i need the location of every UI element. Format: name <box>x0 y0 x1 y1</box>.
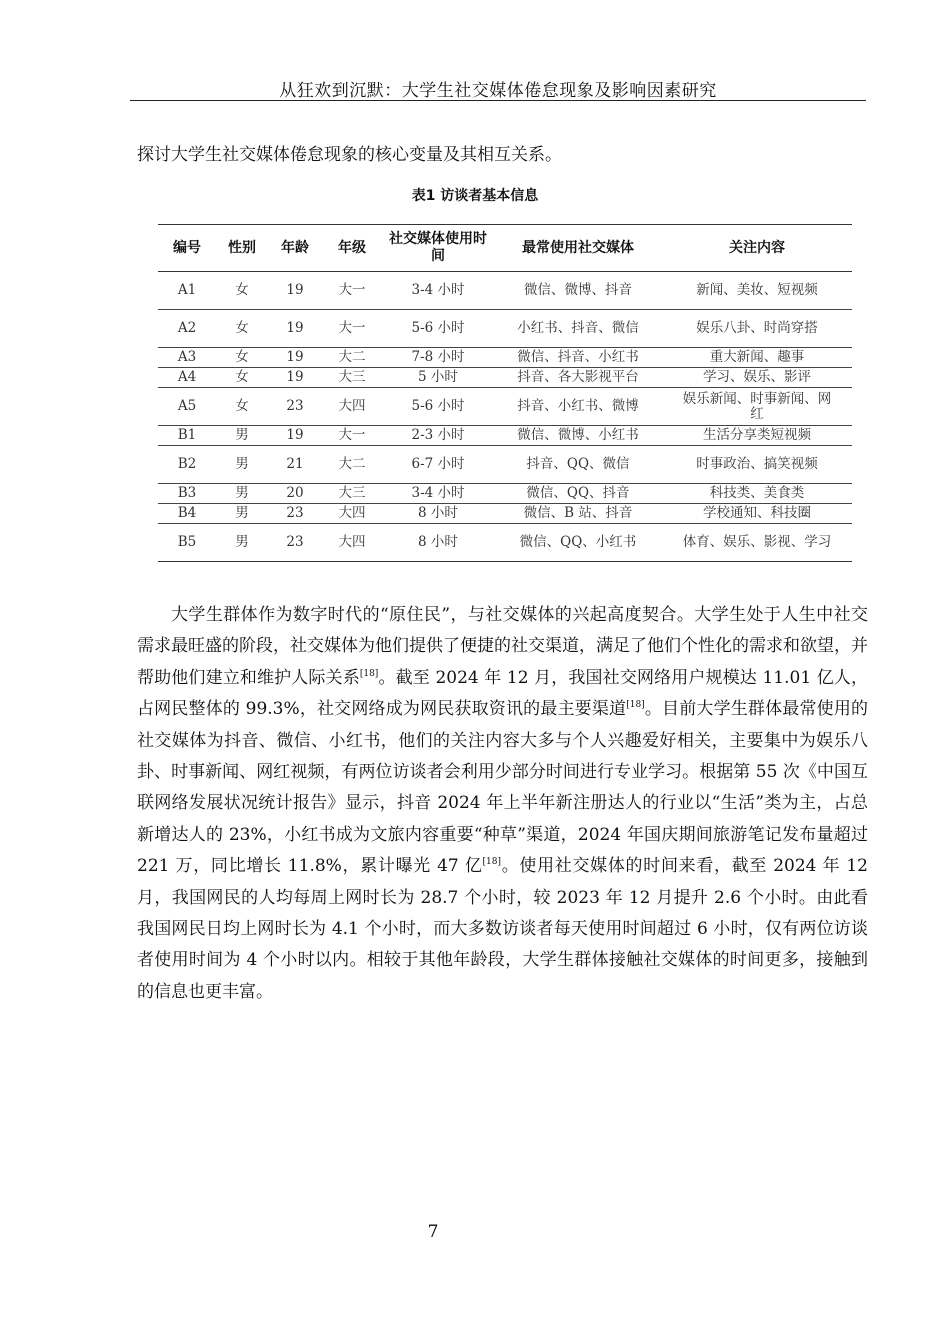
cell-usage-time: 2-3 小时 <box>411 427 465 443</box>
cell-interests: 娱乐八卦、时尚穿搭 <box>696 320 818 336</box>
cell-age: 23 <box>286 505 304 521</box>
cell-media: 微信、抖音、小红书 <box>517 349 639 365</box>
cell-id: A3 <box>177 349 197 365</box>
cell-gender: 女 <box>235 282 249 298</box>
table-caption: 表1 访谈者基本信息 <box>411 188 539 204</box>
cell-grade: 大二 <box>338 456 366 472</box>
interviewee-info-table <box>158 224 852 562</box>
column-header-usage-time-label: 社交媒体使用时间 <box>389 231 487 264</box>
cell-usage-time: 3-4 小时 <box>411 282 465 298</box>
cell-media: 抖音、QQ、微信 <box>526 456 630 472</box>
paragraph-text: 大学生群体作为数字时代的“原住民”，与社交媒体的兴起高度契合。大学生处于人生中社交需求最旺盛的阶段，社交媒体为他们提供了便捷的社交渠道，满足了他们个性化的需求和欲望，并帮助他们建立和维护人际关系 <box>137 605 868 688</box>
cell-id: A4 <box>177 369 197 385</box>
table-row <box>158 310 852 348</box>
cell-usage-time: 5-6 小时 <box>411 398 465 414</box>
cell-grade: 大三 <box>338 485 366 501</box>
cell-interests: 学习、娱乐、影评 <box>703 369 811 385</box>
cell-interests: 生活分享类短视频 <box>703 427 811 443</box>
citation-ref: [18] <box>359 668 379 679</box>
cell-grade: 大一 <box>338 320 366 336</box>
cell-usage-time: 7-8 小时 <box>411 349 465 365</box>
cell-grade: 大一 <box>338 427 366 443</box>
cell-usage-time: 3-4 小时 <box>411 485 465 501</box>
cell-media: 微信、B 站、抖音 <box>523 505 633 521</box>
table-row <box>158 368 852 388</box>
cell-usage-time: 5-6 小时 <box>411 320 465 336</box>
cell-interests: 新闻、美妆、短视频 <box>696 282 818 298</box>
paragraph-text: 。目前大学生群体最常使用的社交媒体为抖音、微信、小红书，他们的关注内容大多与个人兴趣爱好相关，主要集中为娱乐八卦、时事新闻、网红视频，有两位访谈者会利用少部分时间进行专业学习。根据第 55 次《中国互联网络发展状况统计报告》显示，抖音 2024 年上半年新注册达人的行业以“生活”类为主，占总新增达人的 23%，小红书成为文旅内容重要“种草”渠道，2024 年国庆期间旅游笔记发布量超过 221 万，同比增长 11.8%，累计曝光 47 亿 <box>137 699 868 877</box>
cell-age: 19 <box>286 282 304 298</box>
cell-interests: 体育、娱乐、影视、学习 <box>682 534 832 550</box>
cell-age: 19 <box>286 427 304 443</box>
cell-grade: 大一 <box>338 282 366 298</box>
cell-grade: 大二 <box>338 349 366 365</box>
column-header-id: 编号 <box>173 239 201 256</box>
table-row <box>158 504 852 524</box>
cell-gender: 男 <box>235 456 249 472</box>
header-rule <box>130 100 866 101</box>
cell-gender: 男 <box>235 505 249 521</box>
column-header-gender: 性别 <box>228 239 256 256</box>
paragraph-text: 。截至 2024 年 12 月，我国社交网络用户规模达 11.01 亿人，占网民整体的 99.3%，社交网络成为网民获取资讯的最主要渠道 <box>137 667 868 720</box>
table-row <box>158 484 852 504</box>
citation-ref: [18] <box>482 857 501 868</box>
cell-age: 23 <box>286 398 304 414</box>
cell-media: 抖音、小红书、微博 <box>517 398 639 414</box>
cell-gender: 女 <box>235 349 249 365</box>
cell-gender: 女 <box>235 320 249 336</box>
paragraph-1 <box>137 600 868 1008</box>
cell-usage-time: 6-7 小时 <box>411 456 465 472</box>
cell-grade: 大四 <box>338 505 366 521</box>
cell-usage-time: 5 小时 <box>418 369 458 385</box>
cell-id: B5 <box>177 534 197 550</box>
cell-gender: 男 <box>235 534 249 550</box>
cell-usage-time: 8 小时 <box>418 505 458 521</box>
cell-media: 小红书、抖音、微信 <box>517 320 639 336</box>
table-row <box>158 426 852 446</box>
cell-id: A2 <box>177 320 197 336</box>
cell-age: 23 <box>286 534 304 550</box>
cell-age: 19 <box>286 369 304 385</box>
cell-id: B4 <box>177 505 197 521</box>
cell-age: 20 <box>286 485 304 501</box>
table-row <box>158 524 852 562</box>
cell-media: 微信、QQ、小红书 <box>519 534 637 550</box>
cell-id: A1 <box>177 282 197 298</box>
cell-gender: 女 <box>235 398 249 414</box>
column-header-grade: 年级 <box>338 239 366 256</box>
column-header-age: 年龄 <box>281 239 309 256</box>
column-header-media: 最常使用社交媒体 <box>522 239 634 256</box>
cell-age: 21 <box>286 456 304 472</box>
column-header-usage-time <box>382 225 494 272</box>
cell-id: B3 <box>177 485 197 501</box>
cell-media: 微信、微博、小红书 <box>517 427 639 443</box>
column-header-interests: 关注内容 <box>729 239 785 256</box>
cell-gender: 男 <box>235 485 249 501</box>
cell-id: B2 <box>177 456 197 472</box>
cell-interests: 学校通知、科技圈 <box>703 505 811 521</box>
cell-interests: 时事政治、搞笑视频 <box>696 456 818 472</box>
cell-interests: 重大新闻、趣事 <box>709 349 805 365</box>
cell-grade: 大四 <box>338 398 366 414</box>
running-header-title: 从狂欢到沉默：大学生社交媒体倦怠现象及影响因素研究 <box>279 81 717 101</box>
cell-grade: 大四 <box>338 534 366 550</box>
citation-ref: [18] <box>626 700 645 711</box>
cell-interests: 娱乐新闻、时事新闻、网红 <box>682 390 832 422</box>
table-row <box>158 272 852 310</box>
page-number: 7 <box>427 1222 439 1242</box>
cell-grade: 大三 <box>338 369 366 385</box>
body-paragraph <box>137 600 868 1008</box>
cell-usage-time: 8 小时 <box>418 534 458 550</box>
cell-age: 19 <box>286 320 304 336</box>
table-header-row <box>158 225 852 272</box>
table-row <box>158 388 852 426</box>
table-row <box>158 348 852 368</box>
cell-age: 19 <box>286 349 304 365</box>
lead-paragraph-line: 探讨大学生社交媒体倦怠现象的核心变量及其相互关系。 <box>137 145 562 165</box>
cell-media: 微信、QQ、抖音 <box>526 485 630 501</box>
cell-media: 抖音、各大影视平台 <box>517 369 639 385</box>
cell-gender: 男 <box>235 427 249 443</box>
cell-gender: 女 <box>235 369 249 385</box>
cell-id: A5 <box>177 398 197 414</box>
cell-id: B1 <box>177 427 197 443</box>
paragraph-text: 。使用社交媒体的时间来看，截至 2024 年 12 月，我国网民的人均每周上网时长为 28.7 个小时，较 2023 年 12 月提升 2.6 个小时。由此看我国网民日均上网时长为 4.1 个小时，而大多数访谈者每天使用时间超过 6 小时，仅有两位访谈者使用时间为 4 个小时以内。相较于其他年龄段，大学生群体接触社交媒体的时间更多，接触到的信息也更丰富。 <box>137 856 868 1002</box>
cell-media: 微信、微博、抖音 <box>524 282 632 298</box>
table-row <box>158 446 852 484</box>
cell-interests: 科技类、美食类 <box>709 485 805 501</box>
